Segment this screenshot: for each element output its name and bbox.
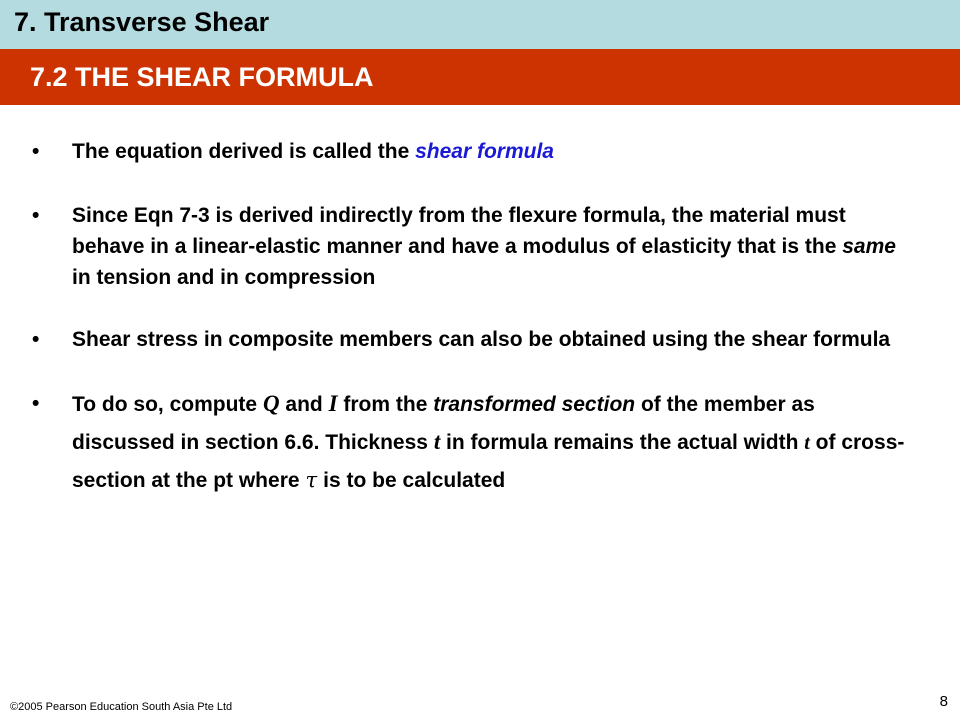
symbol-width-t: t [804,432,810,454]
copyright-text: 2005 Pearson Education South Asia Pte Ltd [18,701,233,713]
bullet-text: Since Eqn 7-3 is derived indirectly from the flexure formula, the material must behave in a linear-elastic manner and have a modulus of elasticity that is the [72,204,846,258]
bullet-linear-elastic [32,200,912,293]
bullet-text: from the [337,393,434,416]
symbol-i: I [328,391,338,416]
bullet-text: is to be calculated [323,469,506,492]
symbol-q: Q [262,391,280,416]
same-emphasis: same [842,235,896,258]
bullet-text: in tension and in compression [72,266,376,289]
bullet-text: in formula remains the actual width [440,431,805,454]
bullet-marker: • [32,140,40,163]
symbol-tau: τ [305,468,318,492]
bullet-marker: • [32,392,40,415]
bullet-transformed-section [32,385,912,499]
bullet-text: of cross-section at the pt where [72,431,905,492]
bullet-text: The equation derived is called the [72,140,416,163]
bullet-list [32,136,912,499]
bullet-text: of the member as discussed in section 6.6. Thickness [72,393,815,454]
chapter-title: 7. Transverse Shear [14,7,270,37]
bullet-text: Shear stress in composite members can also be obtained using the shear formula [72,328,891,351]
bullet-marker: • [32,328,40,351]
bullet-text: To do so, compute [72,393,263,416]
page-number: 8 [939,693,948,710]
bullet-text: and [279,393,329,416]
bullet-composite-members [32,324,912,355]
copyright-symbol: © [10,701,19,713]
bullet-marker: • [32,204,40,227]
copyright-notice [10,701,232,713]
symbol-thickness-t: t [433,429,441,454]
shear-formula-emphasis: shear formula [415,140,554,163]
bullet-shear-formula [32,136,912,167]
transformed-section-emphasis: transformed section [433,393,636,416]
section-title: 7.2 THE SHEAR FORMULA [30,62,374,92]
